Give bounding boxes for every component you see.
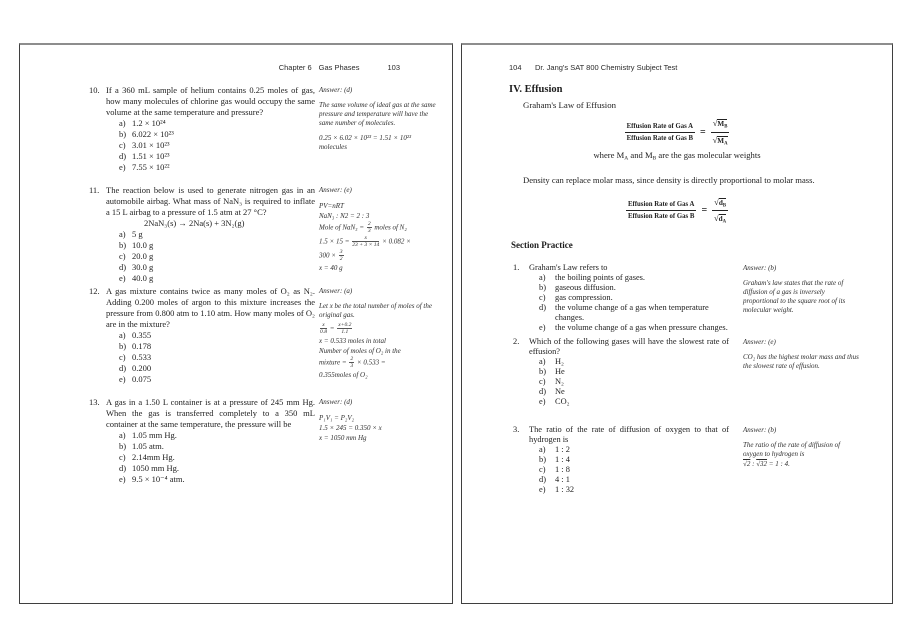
option-b: b) 1 : 4 [539, 454, 570, 464]
answer-label: Answer: (d) [319, 86, 353, 94]
options-list [119, 229, 315, 284]
option-d: d) 30.0 g [119, 262, 154, 272]
question-row-11 [89, 185, 452, 284]
answer-work: √2 : √32 = 1 : 4. [743, 459, 790, 468]
page-right [461, 43, 893, 604]
answer-work: PV=nRT NaN₃ : N2 = 2 : 3 Mole of NaN₃ = $\frac{2}{3}$ moles of N₂ 1.5 × 15 = $\frac{x}{23 + 3 \times 14}$ × 0.082 × 300 × $\frac{3}{2}$ x = 40 g [319, 202, 411, 272]
formula-rhs-fraction [711, 118, 730, 146]
fraction: $\frac{2}{3}$ [367, 221, 371, 235]
answer-note: The ratio of the rate of diffusion of oxygen to hydrogen is [743, 440, 841, 458]
reaction-equation: 2NaN₃(s) → 2Na(s) + 3N₂(g) [144, 218, 245, 228]
answer-label: Answer: (e) [743, 337, 776, 346]
question-number: 13. [89, 397, 100, 407]
page-left [19, 43, 453, 604]
answer-1 [743, 263, 893, 322]
options-list [119, 430, 315, 485]
options-list [539, 445, 729, 495]
option-e: e) 0.075 [119, 374, 152, 384]
sqrt-2: √2 [743, 459, 751, 468]
option-e: e) 1 : 32 [539, 484, 575, 494]
option-d: d) 0.200 [119, 363, 152, 373]
option-c: c) gas compression. [539, 292, 613, 302]
right-question-list [513, 263, 892, 495]
option-d: d) 4 : 1 [539, 474, 570, 484]
chapter-section-label: Gas Phases [318, 63, 360, 72]
option-c: c) 2.14mm Hg. [119, 452, 175, 462]
question-13 [89, 397, 315, 485]
question-text: If a 360 mL sample of helium contains 0.25 moles of gas, how many molecules of chlorine gas would occupy the same volume at the same temperature and pressure? [106, 85, 315, 117]
answer-note: The same volume of ideal gas at the same pressure and temperature will have the same number of molecules. [319, 101, 436, 127]
option-a: a) 1.2 × 10²⁴ [119, 118, 166, 128]
answer-note: CO₂ has the highest molar mass and thus the slowest rate of effusion. [743, 352, 859, 370]
sqrt-dB: $√d_B$ [714, 196, 727, 208]
fraction: $\frac{2}{3}$ [350, 355, 354, 370]
question-11 [89, 185, 315, 284]
question-text: A gas in a 1.50 L container is at a pressure of 245 mm Hg. When the gas is transferred completely to a 350 mL container at the same temperature, the pressure will be [106, 397, 315, 429]
answer-label: Answer: (b) [743, 425, 777, 434]
option-a: a) the boiling points of gases. [539, 272, 646, 282]
answer-work: $\frac{x}{0.8}$ = $\frac{x+0.2}{1.1}$ x = 0.533 moles in total Number of moles of O₂ in the mixture = $\frac{2}{3}$ × 0.533 = 0.355moles of O₂ [319, 321, 401, 379]
density-note: Density can replace molar mass, since density is directly proportional to molar mass. [523, 174, 815, 185]
left-question-list [89, 85, 452, 485]
option-e: e) 40.0 g [119, 273, 154, 283]
option-b: b) gaseous diffusion. [539, 282, 616, 292]
option-d: d) 1050 mm Hg. [119, 463, 179, 473]
fraction: $\frac{x}{0.8}$ [320, 321, 327, 336]
question-10 [89, 85, 315, 173]
formula-lhs-fraction: Effusion Rate of Gas A Effusion Rate of Gas B [626, 122, 694, 142]
question-text: Which of the following gases will have the slowest rate of effusion? [529, 336, 729, 356]
grahams-law-formula-mass: Effusion Rate of Gas A Effusion Rate of Gas B = $\frac{√M_B}{√M_A}$ [626, 118, 728, 146]
fraction: $\frac{3}{2}$ [339, 248, 343, 263]
option-d: d) Ne [539, 386, 565, 396]
question-number: 1. [513, 262, 520, 272]
option-a: a) 1.05 mm Hg. [119, 430, 177, 440]
section-practice-heading: Section Practice [511, 239, 573, 250]
answer-label: Answer: (d) [319, 398, 353, 406]
answer-12 [319, 286, 453, 380]
formula-lhs-fraction: Effusion Rate of Gas A Effusion Rate of Gas B [627, 201, 695, 220]
option-d: d) the volume change of a gas when temperature changes. [539, 302, 709, 322]
answer-13 [319, 397, 453, 443]
question-1 [513, 263, 731, 333]
answer-label: Answer: (a) [319, 287, 353, 295]
answer-label: Answer: (e) [319, 186, 352, 194]
option-a: a) H₂ [539, 356, 564, 366]
answer-3 [743, 425, 893, 469]
option-a: a) 0.355 [119, 330, 152, 340]
option-c: c) 1 : 8 [539, 464, 570, 474]
option-a: a) 1 : 2 [539, 444, 570, 454]
option-e: e) 9.5 × 10⁻⁴ atm. [119, 474, 185, 484]
option-b: b) He [539, 366, 565, 376]
where-clause: where $M_A$ and $M_B$ are the gas molecular weights [593, 150, 761, 162]
option-b: b) 6.022 × 10²³ [119, 129, 174, 139]
answer-note: Let x be the total number of moles of the original gas. [319, 302, 432, 319]
fraction: $\frac{x+0.2}{1.1}$ [338, 321, 352, 336]
answer-label: Answer: (b) [743, 263, 777, 272]
sqrt-MB: $√M_B$ [712, 118, 728, 130]
answer-2 [743, 337, 893, 377]
options-list [539, 357, 729, 407]
page-number: 103 [387, 63, 400, 72]
question-number: 3. [513, 424, 520, 434]
formula-rhs-fraction [712, 197, 728, 225]
option-b: b) 0.178 [119, 341, 152, 351]
question-number: 2. [513, 336, 520, 346]
question-row-1 [513, 263, 892, 333]
question-number: 11. [89, 185, 100, 195]
section-heading: IV. Effusion [509, 84, 563, 95]
option-e: e) the volume change of a gas when pressure changes. [539, 322, 728, 332]
question-text: A gas mixture contains twice as many moles of O₂ as N₂. Adding 0.200 moles of argon to this mixture increases the pressure from 0.800 atm to 1.10 atm. How many moles of O₂ are in the mixture? [106, 286, 315, 329]
answer-note: Graham's law states that the rate of diffusion of a gas is inversely proportional to the square root of its molecular weight. [743, 278, 846, 315]
question-2 [513, 337, 731, 407]
question-number: 10. [89, 85, 100, 95]
options-list [119, 330, 315, 385]
question-text: The ratio of the rate of diffusion of oxygen to that of hydrogen is [529, 424, 729, 444]
book-title: Dr. Jang's SAT 800 Chemistry Subject Test [535, 63, 678, 72]
answer-work: 0.25 × 6.02 × 10²³ = 1.51 × 10²³ molecules [319, 133, 412, 151]
question-row-10 [89, 85, 452, 173]
option-b: b) 10.0 g [119, 240, 154, 250]
sqrt-32: √32 [756, 459, 768, 468]
option-e: e) CO₂ [539, 396, 570, 406]
question-row-13 [89, 397, 452, 485]
question-row-12 [89, 286, 452, 385]
right-page-header [509, 63, 892, 72]
option-b: b) 1.05 atm. [119, 441, 164, 451]
question-text: Graham's Law refers to [529, 262, 608, 272]
fraction: $\frac{x}{23 + 3 \times 14}$ [352, 234, 380, 249]
sqrt-dA: $√d_A$ [714, 213, 727, 225]
question-row-3 [513, 425, 892, 495]
grahams-law-formula-density: Effusion Rate of Gas A Effusion Rate of Gas B = $\frac{√d_B}{√d_A}$ [627, 196, 727, 225]
section-subheading: Graham's Law of Effusion [523, 100, 617, 110]
chapter-label: Chapter 6 [278, 63, 312, 72]
option-c: c) 20.0 g [119, 251, 154, 261]
question-number: 12. [89, 286, 100, 296]
option-e: e) 7.55 × 10²² [119, 162, 170, 172]
option-c: c) 3.01 × 10²³ [119, 140, 170, 150]
sqrt-MA: $√M_A$ [712, 134, 728, 146]
option-a: a) 5 g [119, 229, 143, 239]
page-number: 104 [509, 63, 522, 72]
answer-11 [319, 185, 453, 273]
answer-10 [319, 85, 453, 158]
question-row-2 [513, 337, 892, 407]
question-text: The reaction below is used to generate nitrogen gas in an automobile airbag. What mass of NaN₃ is required to inflate a 15 L airbag to a pressure of 1.5 atm at 27 °C? [106, 185, 315, 217]
option-c: c) N₂ [539, 376, 564, 386]
options-list [539, 273, 729, 333]
question-3 [513, 425, 731, 495]
left-page-header [20, 63, 400, 72]
option-d: d) 1.51 × 10²³ [119, 151, 170, 161]
question-12 [89, 286, 315, 385]
option-c: c) 0.533 [119, 352, 152, 362]
answer-work: P₁V₁ = P₂V₂ 1.5 × 245 = 0.350 × x x = 1050 mm Hg [319, 414, 382, 442]
options-list [119, 118, 315, 173]
